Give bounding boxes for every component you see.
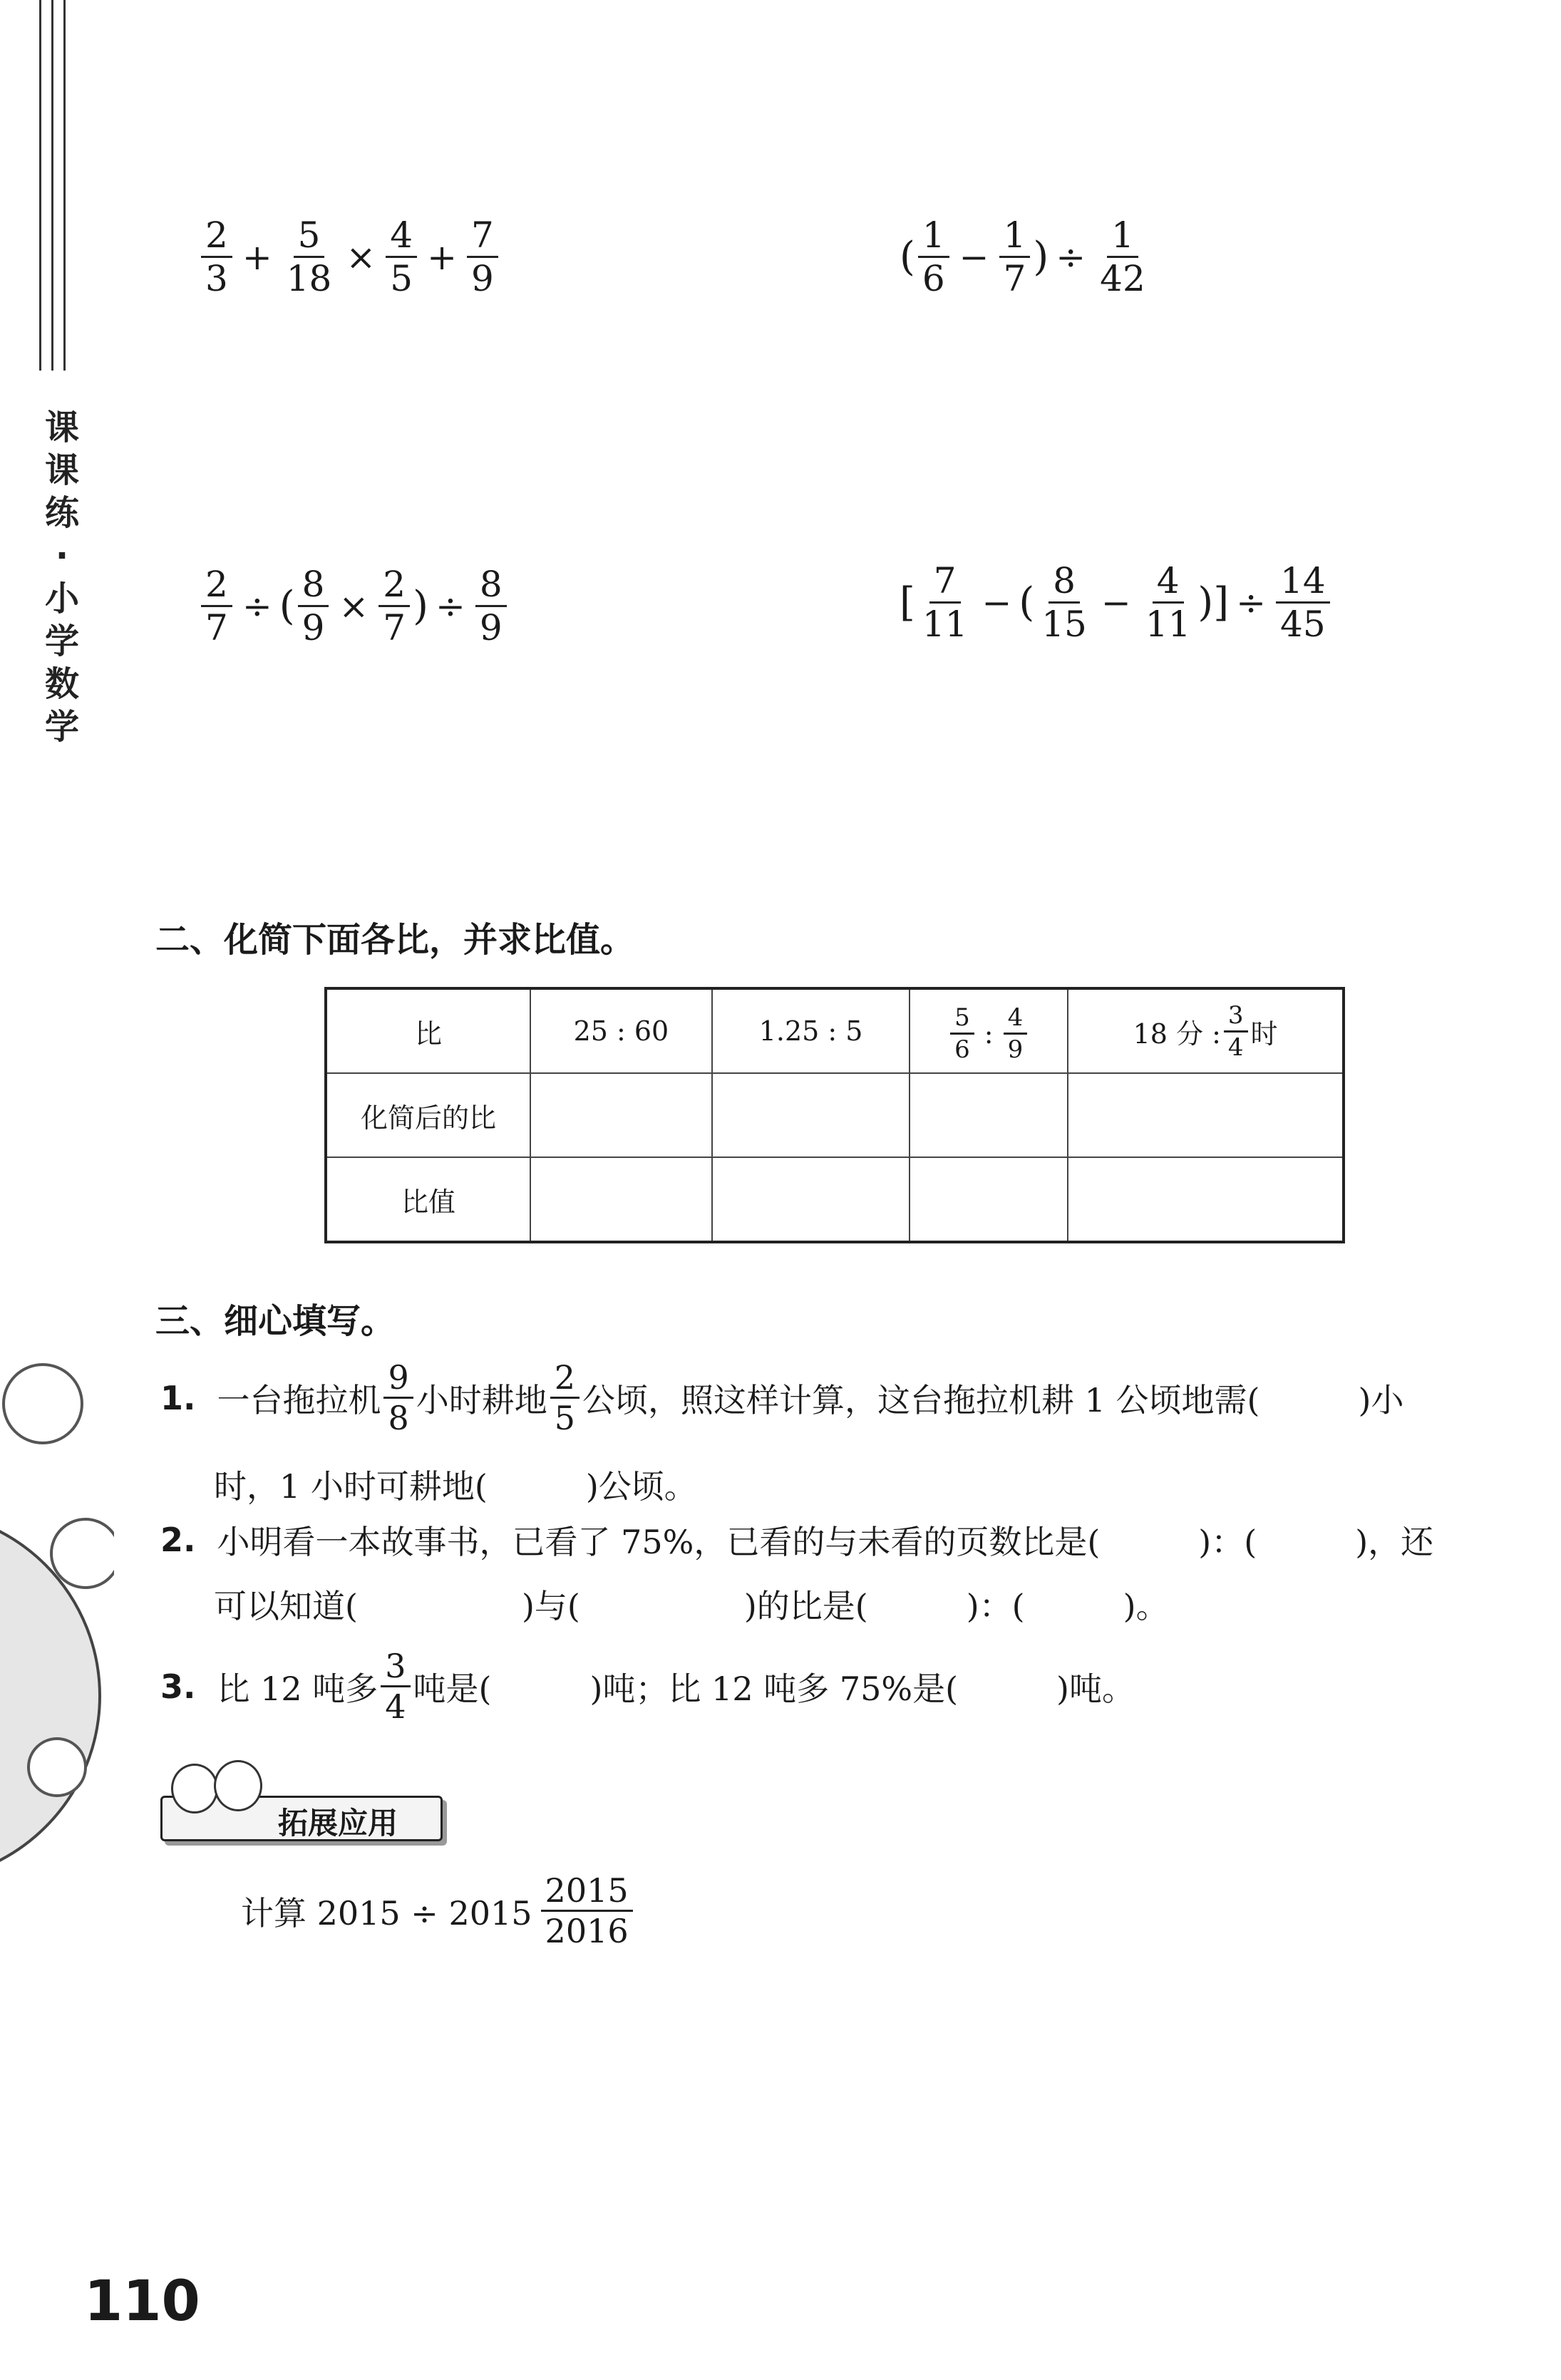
numerator: 4 <box>386 217 417 258</box>
denominator: 7 <box>383 607 406 648</box>
answer-cell[interactable] <box>1068 1157 1344 1242</box>
operator: × <box>339 585 369 627</box>
ratio-cell <box>910 988 1068 1073</box>
fraction <box>541 1871 633 1950</box>
ratio-cell: 1.25 : 5 <box>712 988 910 1073</box>
paren: ( <box>279 583 295 629</box>
numerator: 9 <box>383 1361 413 1399</box>
operator: × <box>346 236 376 278</box>
paren: ( <box>900 234 915 280</box>
series-title-char: 数 <box>44 664 79 704</box>
operator: − <box>982 581 1012 624</box>
operator: ÷ <box>435 585 465 627</box>
answer-cell[interactable] <box>530 1073 712 1157</box>
margin-rule <box>63 0 66 371</box>
table-row <box>326 988 1344 1073</box>
denominator: 5 <box>554 1399 576 1437</box>
extension-banner-label: 拓展应用 <box>278 1806 398 1841</box>
ratio-cell <box>1068 988 1344 1073</box>
table-row <box>326 1157 1344 1242</box>
numerator: 2 <box>201 566 232 607</box>
fraction <box>1096 214 1150 299</box>
question-text: 一台拖拉机 <box>217 1380 381 1419</box>
answer-cell[interactable] <box>712 1073 910 1157</box>
problem-text: 计算 2015 ÷ 2015 <box>241 1893 532 1933</box>
numerator: 4 <box>1153 563 1184 604</box>
series-title-char: 学 <box>44 621 79 661</box>
operator: + <box>242 236 272 278</box>
fraction <box>1037 560 1091 645</box>
row-header: 比 <box>326 988 530 1073</box>
numerator: 14 <box>1276 563 1330 604</box>
bracket: [ <box>900 579 915 626</box>
denominator: 42 <box>1100 258 1145 299</box>
fraction <box>999 214 1031 299</box>
question-2 <box>160 1516 1433 1563</box>
numerator: 1 <box>1107 217 1138 258</box>
answer-cell[interactable] <box>1068 1073 1344 1157</box>
numerator: 1 <box>999 217 1031 258</box>
margin-rule <box>39 0 41 371</box>
numerator: 8 <box>475 566 507 607</box>
globe-kids-illustration-icon <box>0 1340 114 1924</box>
question-2-line-2: 可以知道( )与( )的比是( )：( )。 <box>214 1587 1169 1625</box>
denominator: 45 <box>1280 604 1326 645</box>
series-title-char: 课 <box>44 450 79 490</box>
margin-rule <box>51 0 53 371</box>
operator: + <box>427 236 457 278</box>
denominator: 9 <box>1007 1035 1024 1064</box>
time-ratio <box>1133 1000 1278 1062</box>
fraction <box>298 566 329 646</box>
question-text: 公顷，照这样计算，这台拖拉机耕 1 公顷地需( )小 <box>582 1380 1404 1419</box>
ratio-table <box>324 987 1345 1243</box>
ratio-text: 时 <box>1250 1018 1278 1050</box>
numerator: 8 <box>1049 563 1080 604</box>
numerator: 2 <box>201 217 232 258</box>
fraction-ratio <box>947 1005 1030 1062</box>
paren: ) <box>1197 579 1214 626</box>
operator: ÷ <box>1236 581 1267 624</box>
numerator: 8 <box>298 566 329 607</box>
fraction <box>282 214 336 299</box>
fraction <box>383 1358 413 1437</box>
denominator: 9 <box>479 607 503 648</box>
denominator: 7 <box>1003 258 1026 299</box>
denominator: 11 <box>1145 604 1191 645</box>
table-row <box>326 1073 1344 1157</box>
denominator: 9 <box>470 258 494 299</box>
row-header: 化简后的比 <box>326 1073 530 1157</box>
fraction <box>381 1647 410 1726</box>
paren: ) <box>413 583 428 629</box>
numerator: 4 <box>1004 1005 1028 1035</box>
fraction <box>386 214 417 299</box>
fraction <box>201 566 232 646</box>
question-1-line-2: 时，1 小时可耕地( )公顷。 <box>214 1467 697 1506</box>
expression-3 <box>198 566 510 646</box>
extension-problem <box>241 1871 636 1950</box>
expression-4 <box>900 560 1333 645</box>
denominator: 3 <box>205 258 228 299</box>
numerator: 2 <box>550 1361 579 1399</box>
denominator: 15 <box>1041 604 1087 645</box>
denominator: 11 <box>922 604 968 645</box>
denominator: 2016 <box>545 1912 629 1950</box>
operator: − <box>959 236 989 278</box>
answer-cell[interactable] <box>712 1157 910 1242</box>
ratio-text: 18 分 : <box>1133 1018 1221 1050</box>
paren: ) <box>1033 234 1049 280</box>
denominator: 5 <box>390 258 413 299</box>
denominator: 6 <box>954 1035 970 1064</box>
question-1 <box>160 1358 1404 1437</box>
denominator: 8 <box>388 1399 409 1437</box>
operator: ÷ <box>1056 236 1086 278</box>
answer-cell[interactable] <box>530 1157 712 1242</box>
question-text: 比 12 吨多 <box>217 1669 378 1708</box>
question-number: 1. <box>160 1378 196 1417</box>
operator: − <box>1101 581 1131 624</box>
row-header: 比值 <box>326 1157 530 1242</box>
fraction <box>1224 1000 1248 1062</box>
answer-cell[interactable] <box>910 1157 1068 1242</box>
numerator: 1 <box>918 217 949 258</box>
fraction <box>918 214 949 299</box>
numerator: 3 <box>381 1650 410 1687</box>
numerator: 7 <box>467 217 498 258</box>
denominator: 4 <box>385 1687 406 1726</box>
fraction <box>1004 1005 1028 1062</box>
numerator: 7 <box>929 563 961 604</box>
series-title-char: · <box>55 536 69 576</box>
denominator: 4 <box>1227 1033 1244 1062</box>
fraction <box>201 214 232 299</box>
paren: ( <box>1019 579 1035 626</box>
fraction <box>1276 560 1330 645</box>
section-3-heading: 三、细心填写。 <box>155 1301 396 1341</box>
operator: ÷ <box>242 585 272 627</box>
numerator: 5 <box>294 217 325 258</box>
expression-2 <box>900 214 1153 299</box>
fraction <box>475 566 507 646</box>
fraction <box>467 214 498 299</box>
numerator: 5 <box>950 1005 974 1035</box>
numerator: 3 <box>1224 1003 1248 1033</box>
series-title <box>37 406 87 748</box>
fraction <box>918 560 972 645</box>
bracket: ] <box>1213 579 1230 626</box>
expression-1 <box>198 214 501 299</box>
section-2-heading: 二、化简下面各比，并求比值。 <box>155 920 635 960</box>
series-title-char: 练 <box>44 493 79 533</box>
colon: : <box>984 1018 994 1050</box>
series-title-char: 课 <box>44 408 79 447</box>
series-title-char: 学 <box>44 707 79 747</box>
fraction <box>950 1005 974 1062</box>
question-text: 小时耕地 <box>416 1380 547 1419</box>
question-text: 小明看一本故事书，已看了 75%，已看的与未看的页数比是( )：( )，还 <box>217 1523 1434 1561</box>
denominator: 6 <box>922 258 945 299</box>
question-number: 2. <box>160 1521 196 1559</box>
numerator: 2 <box>378 566 410 607</box>
question-3 <box>160 1647 1135 1726</box>
denominator: 18 <box>286 258 332 299</box>
question-number: 3. <box>160 1667 196 1706</box>
numerator: 2015 <box>541 1874 633 1912</box>
answer-cell[interactable] <box>910 1073 1068 1157</box>
ratio-cell: 25 : 60 <box>530 988 712 1073</box>
series-title-char: 小 <box>44 579 79 619</box>
question-text: 吨是( )吨；比 12 吨多 75%是( )吨。 <box>413 1669 1135 1708</box>
kid-illustration-icon <box>214 1760 262 1811</box>
denominator: 7 <box>205 607 228 648</box>
page-number: 110 <box>84 2270 200 2334</box>
denominator: 9 <box>302 607 325 648</box>
fraction <box>1141 560 1195 645</box>
fraction <box>378 566 410 646</box>
fraction <box>550 1358 579 1437</box>
kid-illustration-icon <box>171 1764 218 1814</box>
